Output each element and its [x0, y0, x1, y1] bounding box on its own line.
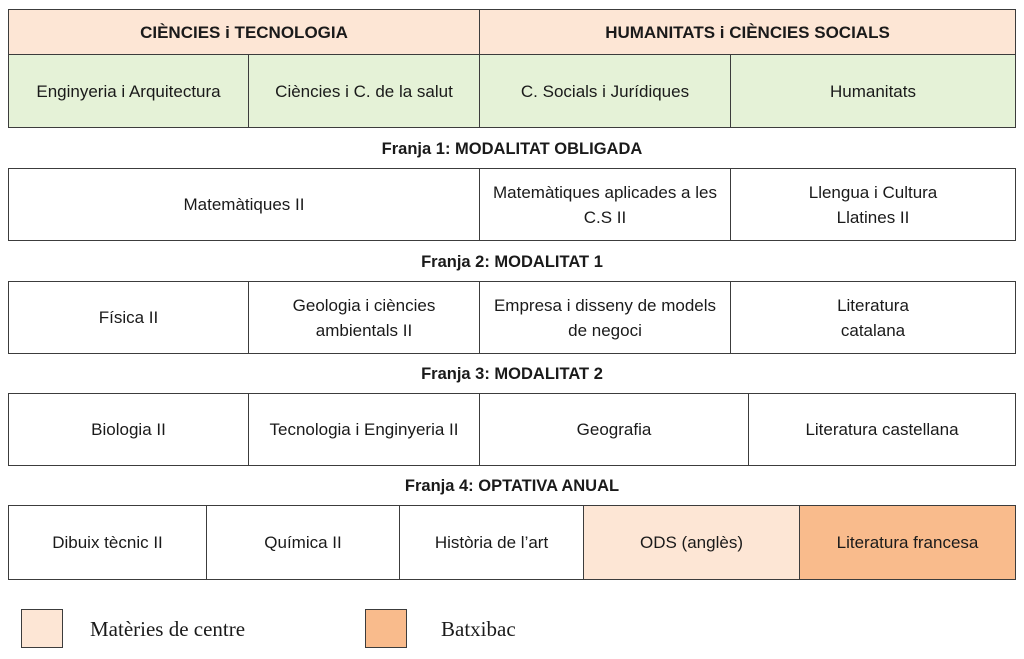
- legend-label-centre: Matèries de centre: [90, 617, 246, 641]
- area-enginyeria: Enginyeria i Arquitectura: [9, 55, 249, 127]
- header-row: [8, 9, 1016, 55]
- subject-literatura-catalana: Literatura catalana: [837, 295, 909, 340]
- area-humanitats: Humanitats: [830, 81, 916, 101]
- franja-4-title: Franja 4: OPTATIVA ANUAL: [404, 477, 620, 495]
- subject-dibuix-tecnic: Dibuix tècnic II: [9, 506, 207, 579]
- subject-empresa: Empresa i disseny de models de negoci: [480, 282, 731, 353]
- franja-1-title: Franja 1: MODALITAT OBLIGADA: [381, 140, 643, 158]
- area-socials-juridiques: C. Socials i Jurídiques: [480, 55, 731, 127]
- header-humanitats-ciencies-socials: HUMANITATS i CIÈNCIES SOCIALS: [605, 22, 890, 42]
- franja-3-title: Franja 3: MODALITAT 2: [421, 365, 603, 383]
- franja-2-row: [8, 281, 1016, 354]
- legend-label-batxibac: Batxibac: [441, 617, 516, 641]
- franja-4-row: [8, 505, 1016, 580]
- area-ciencies-salut: Ciències i C. de la salut: [249, 55, 480, 127]
- subject-matematiques-aplicades: Matemàtiques aplicades a les C.S II: [480, 169, 731, 240]
- legend-swatch-batxibac: [365, 609, 407, 648]
- subject-ods-angles: ODS (anglès): [584, 506, 800, 579]
- header-ciencies-tecnologia: CIÈNCIES i TECNOLOGIA: [9, 10, 480, 54]
- subject-geografia: Geografia: [480, 394, 749, 465]
- franja-1-row: [8, 168, 1016, 241]
- subject-fisica: Física II: [9, 282, 249, 353]
- subject-matematiques: Matemàtiques II: [9, 169, 480, 240]
- legend-swatch-centre: [21, 609, 63, 648]
- subject-quimica: Química II: [207, 506, 400, 579]
- franja-2-title: Franja 2: MODALITAT 1: [421, 253, 603, 271]
- subject-biologia: Biologia II: [9, 394, 249, 465]
- subject-geologia: Geologia i ciències ambientals II: [249, 282, 480, 353]
- subject-tecnologia: Tecnologia i Enginyeria II: [249, 394, 480, 465]
- areas-row: [8, 54, 1016, 128]
- subject-literatura-castellana: Literatura castellana: [805, 420, 959, 439]
- subject-literatura-francesa: Literatura francesa: [800, 506, 1015, 579]
- subject-llengua-llatines: Llengua i Cultura Llatines II: [808, 182, 938, 227]
- subject-historia-art: Història de l’art: [400, 506, 584, 579]
- franja-3-row: [8, 393, 1016, 466]
